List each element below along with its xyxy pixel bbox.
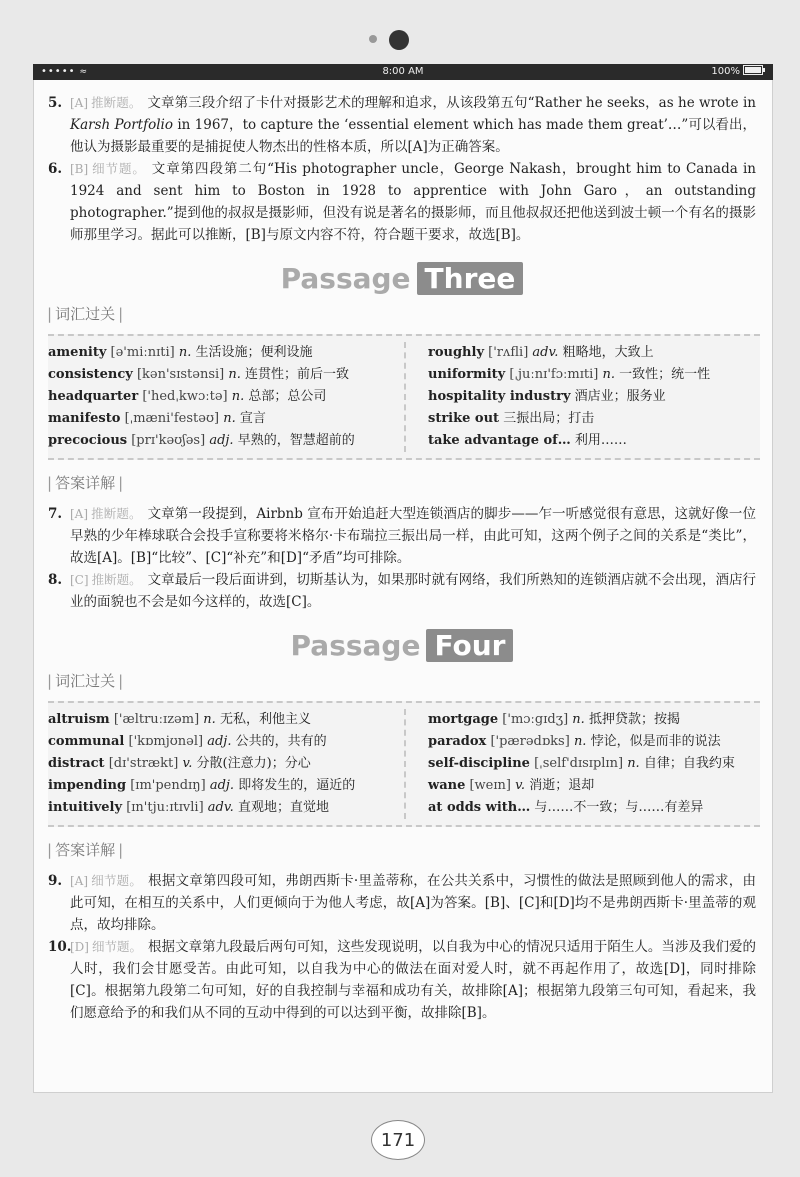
vocab-part-of-speech: n. <box>573 734 587 749</box>
vocab-part-of-speech: adj. <box>209 433 234 448</box>
answer-number: 7. <box>48 506 63 522</box>
wifi-icon: ≈ <box>79 67 89 77</box>
vocab-column-left <box>48 709 404 819</box>
book-page[interactable] <box>33 80 773 1093</box>
answer-heading: | 答案详解 | <box>47 474 124 492</box>
vocab-definition: 即将发生的，逼近的 <box>238 778 356 793</box>
vocab-part-of-speech: n. <box>178 345 192 360</box>
page-number: 171 <box>371 1120 425 1160</box>
passage-number: Four <box>426 629 513 662</box>
answer-number: 10. <box>48 939 72 955</box>
status-time: 8:00 AM <box>382 66 424 77</box>
vocab-definition: 利用…… <box>574 433 627 448</box>
vocab-entry <box>428 709 752 731</box>
answer-key: [A] <box>70 874 89 888</box>
vocab-phonetic: [kən'sɪstənsi] <box>136 367 225 382</box>
page-content <box>48 92 756 1024</box>
vocab-word: communal <box>48 734 125 749</box>
vocab-entry <box>428 408 752 430</box>
question-type: 推断题。 <box>91 95 142 110</box>
vocab-heading-label: 词汇过关 <box>55 672 116 690</box>
vocab-phonetic: [dɪ'strækt] <box>108 756 179 771</box>
answer-text: 文章第一段提到，Airbnb 宣布开始追赶大型连锁酒店的脚步——乍一听感觉很有意思，这就好像一位早熟的少年棒球联合会投手宣称要将米格尔·卡布瑞拉三振出局一样，由此可知，这两个例子之间的关系是“类比”，故选[A]。[B]“比较”、[C]“补充”和[D]“矛盾”均可排除。 <box>70 506 756 566</box>
vocab-word: roughly <box>428 345 485 360</box>
vocab-part-of-speech: n. <box>223 411 236 426</box>
vocab-word: self-discipline <box>428 756 530 771</box>
question-type: 细节题。 <box>91 873 143 888</box>
vocab-word: headquarter <box>48 389 139 404</box>
vocab-phonetic: ['pærədɒks] <box>490 734 570 749</box>
vocab-definition: 连贯性；前后一致 <box>245 367 350 382</box>
question-type: 推断题。 <box>91 572 142 587</box>
vocab-column-right <box>404 342 760 452</box>
answer-number: 8. <box>48 572 63 588</box>
vocab-heading: | 词汇过关 | <box>47 672 124 690</box>
answer-key: [A] <box>70 96 89 110</box>
vocab-phonetic: ['rʌfli] <box>488 345 529 360</box>
vocab-part-of-speech: n. <box>228 367 241 382</box>
vocab-definition: 分散(注意力)；分心 <box>196 756 311 771</box>
answer-item <box>48 503 756 569</box>
vocab-word: precocious <box>48 433 128 448</box>
vocab-heading: | 词汇过关 | <box>47 305 124 323</box>
vocab-definition: 悖论，似是而非的说法 <box>590 734 721 749</box>
vocab-phonetic: [ə'miːnɪti] <box>110 345 175 360</box>
answer-list-mid <box>48 503 756 613</box>
vocab-entry <box>428 386 752 408</box>
answer-text: 根据文章第九段最后两句可知，这些发现说明，以自我为中心的情况只适用于陌生人。当涉及我们爱的人时，我们会甘愿受苦。由此可知，以自我为中心的做法在面对爱人时，就不再起作用了，故选[D]，同时排除[C]。根据第九段第二句可知，好的自我控制与幸福和成功有关，故排除[A]；根据第九段第三句可知，看起来，我们愿意给予的和我们从不同的互动中得到的可以达到平衡，故排除[B]。 <box>70 939 756 1021</box>
answer-item <box>48 92 756 158</box>
vocab-word: impending <box>48 778 127 793</box>
passage-three-heading <box>48 262 756 295</box>
answer-key: [A] <box>70 507 89 521</box>
answer-heading: | 答案详解 | <box>47 841 124 859</box>
vocab-phonetic: [ˌjuːnɪ'fɔːmɪti] <box>509 367 599 382</box>
vocab-definition: 总部；总公司 <box>248 389 327 404</box>
answer-number: 5. <box>48 95 63 111</box>
answer-list-bottom <box>48 870 756 1024</box>
vocab-entry <box>428 430 752 452</box>
answer-number: 9. <box>48 873 63 889</box>
vocab-definition: 抵押贷款；按揭 <box>588 712 680 727</box>
vocab-part-of-speech: n. <box>203 712 216 727</box>
vocab-entry <box>48 342 396 364</box>
answer-text: 文章第四段第二句“His photographer uncle，George Nakash，brought him to Canada in 1924 and sent him to Boston in 1928 to apprentice with John Garo，an outstanding photographer.”提到他的叔叔是摄影师，但没有说是著名的摄影师，而且他叔叔还把他送到波士顿一个有名的摄影师那里学习。据此可以推断，[B]与原文内容不符，符合题干要求，故选[B]。 <box>70 161 756 243</box>
vocab-part-of-speech: adv. <box>532 345 559 360</box>
vocab-phonetic: [ɪn'tjuːɪtɪvli] <box>126 800 204 815</box>
vocab-word: altruism <box>48 712 110 727</box>
vocab-definition: 三振出局；打击 <box>503 411 595 426</box>
vocab-entry <box>48 430 396 452</box>
vocab-heading-label: 词汇过关 <box>55 305 116 323</box>
vocab-definition: 粗略地，大致上 <box>562 345 654 360</box>
answer-heading-label: 答案详解 <box>55 474 116 492</box>
vocab-entry <box>428 797 752 819</box>
vocab-word: manifesto <box>48 411 121 426</box>
passage-number: Three <box>417 262 524 295</box>
vocab-word: intuitively <box>48 800 123 815</box>
vocab-entry <box>428 775 752 797</box>
vocab-word: hospitality industry <box>428 389 571 404</box>
status-bar <box>33 64 773 80</box>
answer-item <box>48 569 756 613</box>
vocab-word: consistency <box>48 367 133 382</box>
vocab-definition: 宣言 <box>239 411 266 426</box>
vocab-phonetic: [weɪn] <box>469 778 511 793</box>
vocab-definition: 与……不一致；与……有差异 <box>534 800 704 815</box>
signal-icon: ••••• <box>41 66 76 77</box>
vocab-definition: 无私，利他主义 <box>219 712 311 727</box>
vocab-box-passage-four <box>48 701 760 827</box>
vocab-entry <box>48 408 396 430</box>
vocab-entry <box>48 709 396 731</box>
camera-lens <box>389 30 409 50</box>
answer-text: 根据文章第四段可知，弗朗西斯卡·里盖蒂称，在公共关系中，习惯性的做法是照顾到他人的需求，由此可知，在相互的关系中，人们更倾向于为他人考虑，故[A]为答案。[B]、[C]和[D]均不是弗朗西斯卡·里盖蒂的观点，故均排除。 <box>70 873 756 933</box>
vocab-definition: 直观地；直觉地 <box>237 800 329 815</box>
passage-word: Passage <box>280 262 411 295</box>
vocab-part-of-speech: adj. <box>209 778 235 793</box>
vocab-part-of-speech: v. <box>515 778 526 793</box>
sensor-dot <box>369 35 377 43</box>
vocab-definition: 酒店业；服务业 <box>574 389 666 404</box>
vocab-entry <box>48 753 396 775</box>
vocab-definition: 早熟的，智慧超前的 <box>237 433 355 448</box>
vocab-phonetic: ['mɔːgɪdʒ] <box>502 712 569 727</box>
vocab-word: mortgage <box>428 712 499 727</box>
vocab-phonetic: [ɪm'pendɪŋ] <box>130 778 206 793</box>
vocab-word: paradox <box>428 734 487 749</box>
vocab-column-left <box>48 342 404 452</box>
vocab-part-of-speech: n. <box>572 712 585 727</box>
vocab-entry <box>428 364 752 386</box>
answer-key: [C] <box>70 573 89 587</box>
vocab-entry <box>48 731 396 753</box>
answer-item <box>48 936 756 1024</box>
vocab-word: wane <box>428 778 466 793</box>
answer-text: in 1967，to capture the ‘essential element which has made them great’…”可以看出，他认为摄影最重要的是捕捉使人物杰出的性格本质，所以[A]为正确答案。 <box>70 117 756 155</box>
passage-four-heading <box>48 629 756 662</box>
question-type: 细节题。 <box>91 939 143 954</box>
vocab-entry <box>48 797 396 819</box>
vocab-part-of-speech: adj. <box>207 734 232 749</box>
vocab-word: at odds with… <box>428 800 531 815</box>
vocab-part-of-speech: n. <box>231 389 245 404</box>
vocab-word: strike out <box>428 411 500 426</box>
vocab-word: distract <box>48 756 105 771</box>
vocab-part-of-speech: v. <box>182 756 193 771</box>
vocab-definition: 自律；自我约束 <box>643 756 735 771</box>
answer-item <box>48 158 756 246</box>
vocab-part-of-speech: n. <box>602 367 615 382</box>
device-camera <box>0 30 800 50</box>
vocab-phonetic: ['æltruːɪzəm] <box>113 712 200 727</box>
answer-number: 6. <box>48 161 63 177</box>
vocab-definition: 公共的，共有的 <box>235 734 327 749</box>
vocab-phonetic: [ˌself'dɪsɪplɪn] <box>534 756 624 771</box>
answer-key: [B] <box>70 162 89 176</box>
vocab-phonetic: [ˌmæni'festəʊ] <box>124 411 220 426</box>
vocab-phonetic: [prɪ'kəʊʃəs] <box>131 433 206 448</box>
vocab-entry <box>428 753 752 775</box>
passage-word: Passage <box>290 629 421 662</box>
book-title: Karsh Portfolio <box>70 117 173 133</box>
vocab-column-right <box>404 709 760 819</box>
battery-icon <box>743 65 763 75</box>
vocab-entry <box>48 775 396 797</box>
vocab-phonetic: ['hedˌkwɔːtə] <box>142 389 228 404</box>
answer-heading-label: 答案详解 <box>55 841 116 859</box>
vocab-definition: 一致性；统一性 <box>619 367 711 382</box>
answer-item <box>48 870 756 936</box>
battery-level: 100% <box>711 66 740 77</box>
vocab-definition: 消逝；退却 <box>529 778 595 793</box>
vocab-part-of-speech: adv. <box>207 800 234 815</box>
vocab-box-passage-three <box>48 334 760 460</box>
vocab-word: amenity <box>48 345 107 360</box>
answer-text: 文章第三段介绍了卡什对摄影艺术的理解和追求，从该段第五句“Rather he seeks，as he wrote in <box>147 95 756 111</box>
battery-indicator <box>711 64 763 80</box>
vocab-phonetic: ['kɒmjʊnəl] <box>128 734 204 749</box>
vocab-entry <box>48 364 396 386</box>
question-type: 推断题。 <box>91 506 142 521</box>
vocab-part-of-speech: n. <box>627 756 640 771</box>
question-type: 细节题。 <box>91 161 146 176</box>
vocab-definition: 生活设施；便利设施 <box>195 345 313 360</box>
vocab-word: take advantage of… <box>428 433 571 448</box>
vocab-word: uniformity <box>428 367 506 382</box>
vocab-entry <box>428 342 752 364</box>
vocab-entry <box>428 731 752 753</box>
answer-key: [D] <box>70 940 89 954</box>
answer-text: 文章最后一段后面讲到，切斯基认为，如果那时就有网络，我们所熟知的连锁酒店就不会出现，酒店行业的面貌也不会是如今这样的，故选[C]。 <box>70 572 756 610</box>
vocab-entry <box>48 386 396 408</box>
